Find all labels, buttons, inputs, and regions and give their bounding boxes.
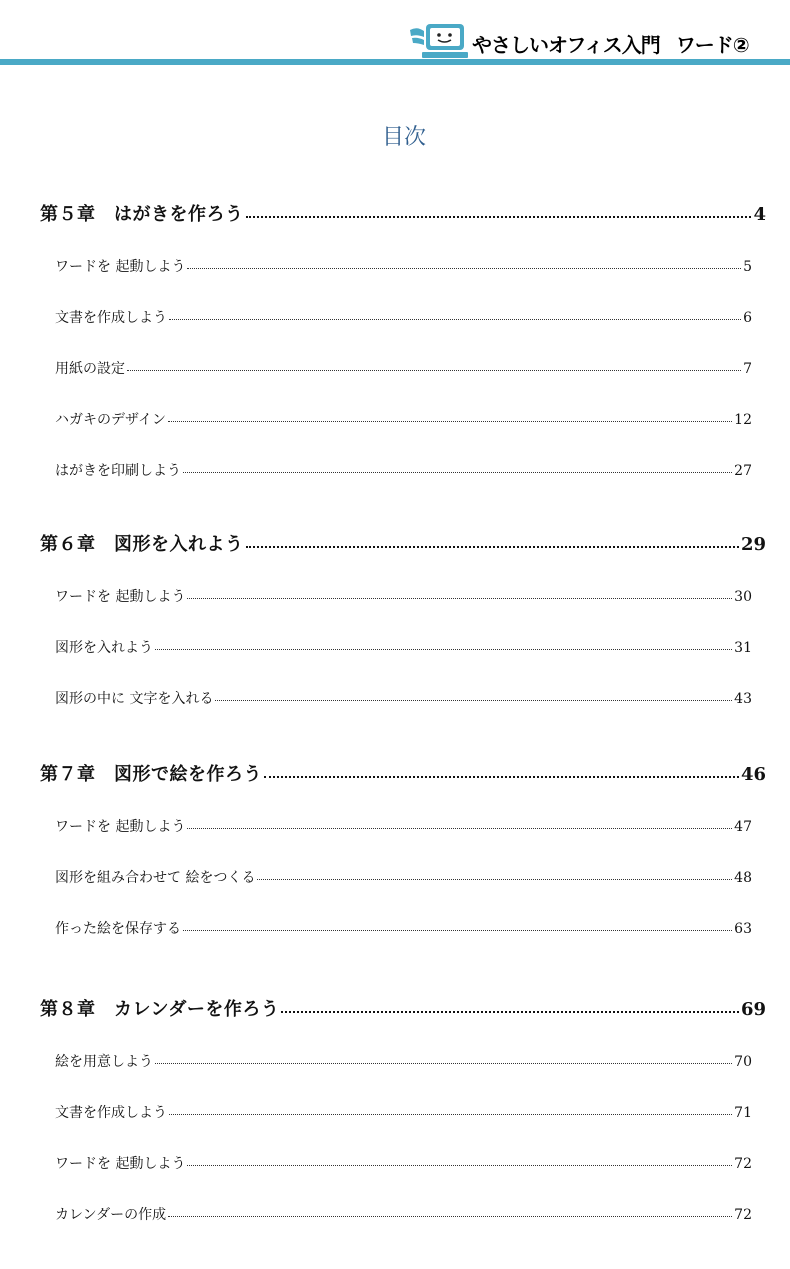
toc-chapter-title: 第７章 図形で絵を作ろう [40, 764, 262, 785]
toc-section[interactable] [55, 867, 752, 889]
toc-section-title: カレンダーの作成 [55, 1207, 167, 1223]
toc-section-title: 文書を作成しよう [55, 1105, 167, 1121]
toc-section-title: 図形を組み合わせて 絵をつくる [55, 870, 256, 886]
toc-section-page: 43 [734, 691, 752, 707]
dot-leader [246, 545, 739, 548]
toc-chapter-page: 4 [753, 204, 766, 225]
toc-section-title: 文書を作成しよう [55, 310, 167, 326]
dot-leader [168, 1215, 732, 1217]
toc-section-page: 63 [734, 921, 752, 937]
toc-section[interactable] [55, 1153, 752, 1175]
toc-chapter-page: 46 [740, 764, 766, 785]
toc-section-page: 5 [743, 259, 752, 275]
toc-section-title: ワードを 起動しよう [55, 589, 186, 605]
toc-section[interactable] [55, 1204, 752, 1226]
computer-mascot-icon [408, 22, 470, 60]
toc-section[interactable] [55, 586, 752, 608]
dot-leader [169, 1113, 732, 1115]
toc-chapter-title: 第５章 はがきを作ろう [40, 204, 244, 225]
toc-section-title: ワードを 起動しよう [55, 819, 186, 835]
dot-leader [169, 318, 741, 320]
toc-section-title: 作った絵を保存する [55, 921, 181, 937]
dot-leader [187, 827, 732, 829]
brand-name: やさしいオフィス入門 [472, 33, 660, 57]
brand-subtitle: ワード② [675, 33, 749, 57]
brand-title [472, 30, 749, 60]
dot-leader [155, 648, 732, 650]
dot-leader [281, 1010, 739, 1013]
dot-leader [187, 597, 732, 599]
toc-section[interactable] [55, 1051, 752, 1073]
toc-section-page: 6 [743, 310, 752, 326]
toc-chapter-title: 第８章 カレンダーを作ろう [40, 999, 280, 1020]
dot-leader [246, 215, 752, 218]
dot-leader [187, 267, 741, 269]
toc-section-page: 30 [734, 589, 752, 605]
toc-section[interactable] [55, 460, 752, 482]
page-title: 目次 [381, 125, 426, 150]
dot-leader [257, 878, 732, 880]
dot-leader [187, 1164, 732, 1166]
toc-section-title: はがきを印刷しよう [55, 463, 181, 479]
toc-section-title: ハガキのデザイン [55, 412, 167, 428]
toc-section-title: ワードを 起動しよう [55, 259, 186, 275]
dot-leader [155, 1062, 732, 1064]
toc-chapter-page: 69 [740, 999, 766, 1020]
toc-section-title: 図形の中に 文字を入れる [55, 691, 214, 707]
toc-section-page: 48 [734, 870, 752, 886]
page-header [0, 0, 790, 66]
toc-section-page: 72 [734, 1156, 752, 1172]
toc-chapter[interactable] [40, 530, 766, 560]
dot-leader [168, 420, 732, 422]
toc-section-page: 72 [734, 1207, 752, 1223]
toc-section[interactable] [55, 358, 752, 380]
toc-section-page: 47 [734, 819, 752, 835]
toc-section-page: 71 [734, 1105, 752, 1121]
toc-section-page: 27 [734, 463, 752, 479]
toc-chapter-title: 第６章 図形を入れよう [40, 534, 244, 555]
toc-section[interactable] [55, 816, 752, 838]
toc-section-title: 絵を用意しよう [55, 1054, 153, 1070]
toc-chapter[interactable] [40, 995, 766, 1025]
toc-section-title: ワードを 起動しよう [55, 1156, 186, 1172]
toc-section[interactable] [55, 307, 752, 329]
toc-section-page: 12 [734, 412, 752, 428]
dot-leader [183, 471, 732, 473]
toc-section-page: 7 [743, 361, 752, 377]
toc-section[interactable] [55, 256, 752, 278]
toc-chapter[interactable] [40, 760, 766, 790]
dot-leader [183, 929, 732, 931]
toc-section-page: 31 [734, 640, 752, 656]
toc-section-title: 図形を入れよう [55, 640, 153, 656]
toc-section[interactable] [55, 918, 752, 940]
dot-leader [215, 699, 732, 701]
toc-section[interactable] [55, 409, 752, 431]
toc-chapter-page: 29 [740, 534, 766, 555]
header-rule [0, 59, 790, 65]
dot-leader [264, 775, 739, 778]
toc-section[interactable] [55, 1102, 752, 1124]
toc-section-page: 70 [734, 1054, 752, 1070]
toc-section-title: 用紙の設定 [55, 361, 125, 377]
toc-section[interactable] [55, 637, 752, 659]
toc-chapter[interactable] [40, 200, 766, 230]
toc-section[interactable] [55, 688, 752, 710]
dot-leader [127, 369, 741, 371]
